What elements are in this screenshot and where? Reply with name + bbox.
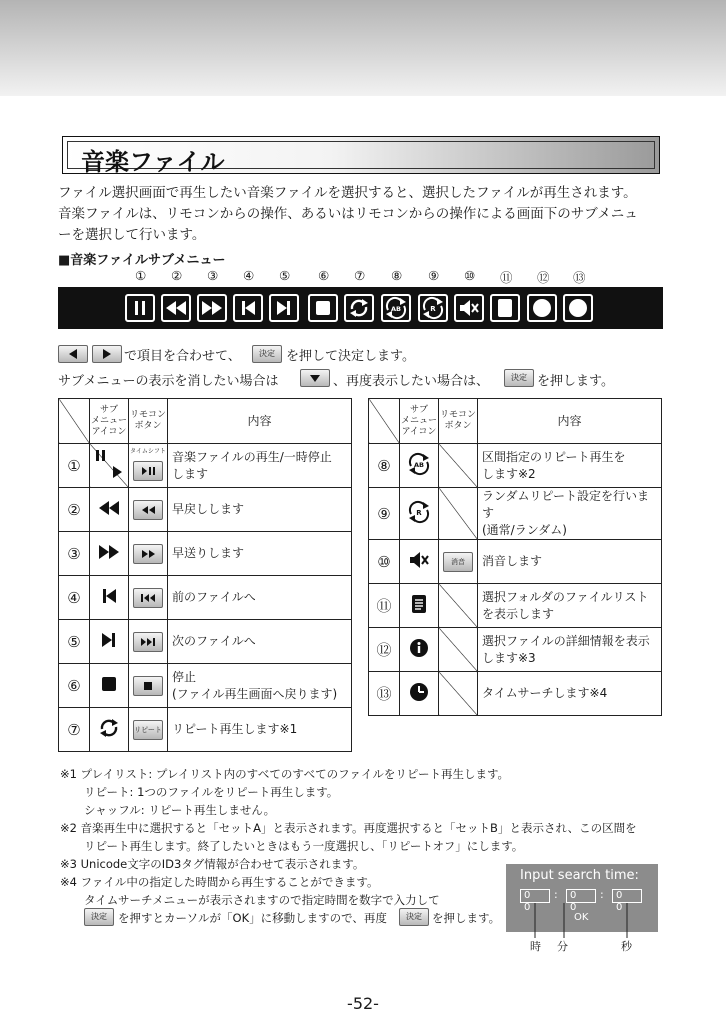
mute-icon — [456, 296, 482, 320]
table-row — [369, 540, 662, 584]
remote-button-cell — [129, 620, 168, 664]
fast-forward-icon — [96, 540, 122, 564]
seconds-label: 秒 — [621, 940, 632, 953]
table-row — [59, 532, 352, 576]
submenu-number-9: ⑨ — [428, 268, 440, 283]
rewind-icon — [163, 296, 189, 320]
left-submenu-table — [58, 398, 352, 752]
submenu-number-12: ⑫ — [537, 270, 550, 285]
note-4-line-2: タイムサーチメニューが表示されますので指定時間を数字で入力して — [84, 893, 440, 907]
table-row — [59, 708, 352, 752]
search-label-leaders — [506, 900, 658, 940]
submenu-icon-cell — [90, 444, 129, 488]
row-number: ③ — [59, 532, 90, 576]
left-arrow-key — [58, 345, 88, 363]
table-row — [59, 664, 352, 708]
header-button: リモコン ボタン — [129, 399, 168, 444]
submenu-number-2: ② — [171, 268, 183, 283]
fast-forward-icon — [199, 296, 225, 320]
previous-file-menu-button[interactable] — [233, 294, 263, 322]
note-2: ※2 音楽再生中に選択すると「セットA」と表示されます。再度選択すると「セットB」と表示され、この区間を — [60, 821, 637, 835]
row-description: 早送りします — [168, 532, 352, 576]
submenu-icon-cell — [400, 628, 439, 672]
previous-file-icon — [96, 584, 122, 608]
row-number: ⑩ — [369, 540, 400, 584]
ab-repeat-menu-button[interactable] — [381, 294, 411, 322]
stop-icon — [310, 296, 336, 320]
mute-icon — [406, 548, 432, 572]
instruction-text-1b: を押して決定します。 — [286, 349, 415, 364]
row-description: タイムサーチします※4 — [478, 672, 662, 716]
row-number: ⑥ — [59, 664, 90, 708]
decide-key: 決定 — [252, 345, 282, 363]
next-key — [133, 632, 163, 652]
remote-button-cell — [439, 584, 478, 628]
stop-key — [133, 676, 163, 696]
submenu-icon-cell — [90, 576, 129, 620]
remote-button-cell — [439, 488, 478, 540]
repeat-key: リピート — [133, 720, 163, 740]
info-icon — [406, 636, 432, 660]
table-row — [369, 628, 662, 672]
decide-key-2: 決定 — [504, 369, 534, 387]
row-number: ② — [59, 488, 90, 532]
header-corner — [369, 399, 400, 444]
right-submenu-table — [368, 398, 662, 716]
submenu-number-7: ⑦ — [354, 268, 366, 283]
submenu-icon-cell — [90, 664, 129, 708]
stop-menu-button[interactable] — [308, 294, 338, 322]
minutes-field[interactable]: 0 0 — [566, 889, 596, 903]
table-row — [59, 620, 352, 664]
instruction-text-2: サブメニューの表示を消したい場合は — [58, 374, 279, 389]
row-description: 停止 (ファイル再生画面へ戻ります) — [168, 664, 352, 708]
intro-line-1: ファイル選択画面で再生したい音楽ファイルを選択すると、選択したファイルが再生されます。 — [58, 185, 637, 201]
intro-line-3: ーを選択して行います。 — [58, 227, 206, 243]
instruction-text-2c: を押します。 — [537, 374, 614, 389]
row-description: 消音します — [478, 540, 662, 584]
header-content: 内容 — [478, 399, 662, 444]
mute-key: 消音 — [443, 552, 473, 572]
repeat-menu-button[interactable] — [344, 294, 374, 322]
remote-button-cell — [129, 708, 168, 752]
header-icon: サブ メニュー アイコン — [90, 399, 129, 444]
clock-icon — [406, 680, 432, 704]
submenu-number-3: ③ — [207, 268, 219, 283]
submenu-icon-cell — [400, 584, 439, 628]
submenu-icon-cell — [400, 488, 439, 540]
hours-label: 時 — [530, 940, 541, 953]
rewind-icon — [96, 496, 122, 520]
clock-icon — [565, 296, 591, 320]
random-repeat-icon — [420, 296, 446, 320]
row-number: ⑨ — [369, 488, 400, 540]
row-number: ④ — [59, 576, 90, 620]
submenu-number-13: ⑬ — [573, 270, 586, 285]
row-number: ① — [59, 444, 90, 488]
previous-key — [133, 588, 163, 608]
colon: : — [554, 888, 558, 901]
random-repeat-menu-button[interactable] — [418, 294, 448, 322]
submenu-heading: ■音楽ファイルサブメニュー — [58, 253, 226, 268]
table-row — [369, 444, 662, 488]
svg-text:R: R — [430, 305, 436, 313]
rewind-key — [133, 500, 163, 520]
play-pause-key — [133, 461, 163, 481]
row-description: 選択フォルダのファイルリスト を表示します — [478, 584, 662, 628]
note-4: ※4 ファイル中の指定した時間から再生することができます。 — [60, 875, 379, 889]
row-number: ⑪ — [369, 584, 400, 628]
submenu-icon-cell — [400, 672, 439, 716]
file-list-icon — [406, 592, 432, 616]
table-row — [59, 488, 352, 532]
row-description: 音楽ファイルの再生/一時停止 します — [168, 444, 352, 488]
submenu-icon-cell — [90, 532, 129, 576]
header-button: リモコン ボタン — [439, 399, 478, 444]
note-2-line-2: リピート再生します。終了したいときはもう一度選択し、「リピートオフ」にします。 — [84, 839, 524, 853]
decide-key-note-2: 決定 — [399, 908, 429, 926]
submenu-icon-cell — [90, 620, 129, 664]
note-1-line-3: シャッフル: リピート再生しません。 — [84, 803, 276, 817]
submenu-icon-cell — [400, 540, 439, 584]
repeat-icon — [96, 716, 122, 740]
search-title: Input search time: — [520, 868, 639, 883]
random-repeat-icon — [406, 500, 432, 524]
section-title-box — [62, 136, 660, 174]
row-number: ⑬ — [369, 672, 400, 716]
submenu-number-5: ⑤ — [279, 268, 291, 283]
row-number: ⑫ — [369, 628, 400, 672]
remote-button-cell — [439, 540, 478, 584]
submenu-bar — [58, 287, 663, 329]
mute-menu-button[interactable] — [454, 294, 484, 322]
hours-field[interactable]: 0 0 — [520, 889, 550, 903]
instruction-text-2b: 、再度表示したい場合は、 — [333, 374, 490, 389]
stop-icon — [96, 672, 122, 696]
svg-text:AB: AB — [414, 461, 424, 469]
row-number: ⑤ — [59, 620, 90, 664]
table-row — [369, 672, 662, 716]
ab-repeat-icon — [383, 296, 409, 320]
table-row — [369, 488, 662, 540]
ok-button[interactable]: OK — [574, 912, 589, 923]
submenu-number-11: ⑪ — [500, 270, 513, 285]
remote-button-cell — [129, 576, 168, 620]
remote-button-cell — [439, 628, 478, 672]
down-arrow-key — [300, 369, 330, 387]
info-menu-button[interactable] — [527, 294, 557, 322]
table-row — [59, 444, 352, 488]
remote-button-cell — [129, 488, 168, 532]
row-description: 次のファイルへ — [168, 620, 352, 664]
intro-paragraph — [58, 183, 668, 246]
row-description: ランダムリピート設定を行います (通常/ランダム) — [478, 488, 662, 540]
note-4-line-4: を押します。 — [432, 911, 501, 925]
note-3: ※3 Unicode文字のID3タグ情報が合わせて表示されます。 — [60, 857, 365, 871]
next-file-icon — [271, 296, 297, 320]
next-file-menu-button[interactable] — [269, 294, 299, 322]
colon: : — [600, 888, 604, 901]
row-number: ⑧ — [369, 444, 400, 488]
header-banner — [0, 0, 726, 96]
note-4-line-3: を押すとカーソルが「OK」に移動しますので、再度 — [118, 911, 387, 925]
table-row — [369, 584, 662, 628]
header-corner — [59, 399, 90, 444]
next-file-icon — [96, 628, 122, 652]
row-number: ⑦ — [59, 708, 90, 752]
submenu-number-8: ⑧ — [391, 268, 403, 283]
row-description: 選択ファイルの詳細情報を表示 します※3 — [478, 628, 662, 672]
submenu-icon-cell — [400, 444, 439, 488]
rewind-menu-button[interactable] — [161, 294, 191, 322]
row-description: 区間指定のリピート再生を します※2 — [478, 444, 662, 488]
minutes-label: 分 — [557, 940, 568, 953]
fast-forward-menu-button[interactable] — [197, 294, 227, 322]
ab-repeat-icon — [406, 452, 432, 476]
file-list-icon — [492, 296, 518, 320]
remote-button-cell — [439, 444, 478, 488]
submenu-number-6: ⑥ — [318, 268, 330, 283]
previous-file-icon — [235, 296, 261, 320]
pause-icon — [127, 296, 153, 320]
header-icon: サブ メニュー アイコン — [400, 399, 439, 444]
play-pause-icon — [91, 444, 127, 484]
submenu-icon-cell — [90, 708, 129, 752]
submenu-icon-cell — [90, 488, 129, 532]
page-number: -52- — [347, 994, 379, 1013]
remote-button-cell — [129, 532, 168, 576]
row-description: リピート再生します※1 — [168, 708, 352, 752]
row-description: 前のファイルへ — [168, 576, 352, 620]
repeat-icon — [346, 296, 372, 320]
note-1: ※1 プレイリスト: プレイリスト内のすべてのすべてのファイルをリピート再生します。 — [60, 767, 510, 781]
header-content: 内容 — [168, 399, 352, 444]
instruction-text-1: で項目を合わせて、 — [124, 349, 241, 364]
remote-button-cell — [129, 664, 168, 708]
row-description: 早戻しします — [168, 488, 352, 532]
right-arrow-key — [92, 345, 122, 363]
submenu-number-4: ④ — [243, 268, 255, 283]
submenu-number-1: ① — [135, 268, 147, 283]
page-title: 音楽ファイル — [81, 148, 225, 176]
decide-key-note: 決定 — [84, 908, 114, 926]
info-icon — [529, 296, 555, 320]
remote-button-cell — [439, 672, 478, 716]
file-list-menu-button[interactable] — [490, 294, 520, 322]
svg-text:AB: AB — [391, 305, 401, 313]
svg-text:R: R — [416, 509, 422, 517]
intro-line-2: 音楽ファイルは、リモコンからの操作、あるいはリモコンからの操作による画面下のサブメニュ — [58, 206, 638, 222]
timeshift-label: タイムシフト — [130, 448, 166, 455]
seconds-field[interactable]: 0 0 — [612, 889, 642, 903]
pause-menu-button[interactable] — [125, 294, 155, 322]
fast-forward-key — [133, 544, 163, 564]
clock-menu-button[interactable] — [563, 294, 593, 322]
submenu-number-10: ⑩ — [464, 268, 476, 283]
remote-button-cell — [129, 444, 168, 488]
note-1-line-2: リピート: 1つのファイルをリピート再生します。 — [84, 785, 339, 799]
table-row — [59, 576, 352, 620]
